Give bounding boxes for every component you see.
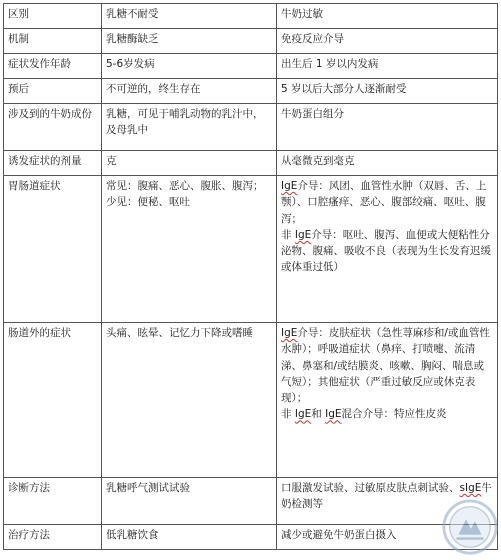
header-cell-difference: 区别 [4, 4, 102, 29]
cell-milk-treatment: 减少或避免牛奶蛋白摄入 [277, 525, 498, 550]
diag-tail: 牛奶检测等 [281, 482, 492, 511]
gi-common-text: 常见：腹痛、恶心、腹胀、腹泻； [106, 180, 264, 192]
table-row [4, 104, 498, 151]
cell-milk-onset-age: 出生后 1 岁以内发病 [277, 54, 498, 79]
cell-lactose-milk-component: 乳糖，可见于哺乳动物的乳汁中，及母乳中 [102, 104, 277, 151]
row-label-treatment: 治疗方法 [4, 525, 102, 550]
row-label-onset-age: 症状发作年龄 [4, 54, 102, 79]
cell-lactose-prognosis: 不可逆的，终生存在 [102, 79, 277, 104]
cell-lactose-onset-age: 5-6岁发病 [102, 54, 277, 79]
table-row [4, 525, 498, 550]
row-label-prognosis: 预后 [4, 79, 102, 104]
sige-term: sIgE [459, 482, 482, 494]
gi-non-ige-paragraph [281, 227, 493, 276]
ige-term: IgE [294, 408, 312, 421]
ige-term: IgE [281, 180, 298, 192]
cell-lactose-trigger-dose: 克 [102, 151, 277, 176]
cell-milk-prognosis: 5 岁以后大部分人逐渐耐受 [277, 79, 498, 104]
table-row [4, 4, 498, 29]
table-row [4, 54, 498, 79]
comparison-table [3, 3, 498, 550]
ige-term: IgE [281, 327, 298, 339]
cell-milk-trigger-dose: 从毫微克到毫克 [277, 151, 498, 176]
cell-milk-milk-component: 牛奶蛋白组分 [277, 104, 498, 151]
row-label-extraintestinal: 肠道外的症状 [4, 323, 102, 478]
table-row [4, 323, 498, 478]
gi-non-ige-text: 介导：呕吐、腹泻、血便或大便粘性分泌物、腹痛、吸收不良（表现为生长发育迟缓或体重过低） [281, 228, 491, 274]
table-row [4, 478, 498, 525]
extra-mixed-text: 混合介导：特应性皮炎 [341, 408, 447, 421]
gi-ige-paragraph [281, 178, 493, 227]
extra-ige-paragraph [281, 325, 493, 406]
row-label-milk-component: 涉及到的牛奶成份 [4, 104, 102, 151]
cell-lactose-diagnosis: 乳糖呼气测试试验 [102, 478, 277, 525]
cell-milk-extraintestinal [277, 323, 498, 478]
gi-rare-text: 少见：便秘、呕吐 [106, 196, 190, 209]
non-prefix: 非 [281, 408, 295, 421]
gi-ige-text: 介导：风团、血管性水肿（双唇、舌、上颚）、口腔瘙痒、恶心、腹部绞痛、呕吐、腹泻； [281, 180, 487, 225]
row-label-diagnosis: 诊断方法 [4, 478, 102, 525]
diag-text: 口服激发试验、过敏原皮肤点刺试验、 [281, 482, 460, 494]
table-row [4, 29, 498, 54]
table-row [4, 79, 498, 104]
extra-ige-text: 介导：皮肤症状（急性荨麻疹和/或血管性水肿）；呼吸道症状（鼻痒、打喷嚏、流清涕、鼻塞和/或结膜炎、咳嗽、胸闷、喘息或气短）；其他症状（严重过敏反应或休克表现）； [281, 327, 490, 405]
and-text: 和 [311, 408, 326, 421]
watermark-logo-icon [441, 498, 499, 556]
header-cell-milk-allergy: 牛奶过敏 [277, 4, 498, 29]
cell-lactose-gi-symptoms [102, 176, 277, 323]
extra-mixed-paragraph [281, 406, 493, 422]
row-label-gi-symptoms: 胃肠道症状 [4, 176, 102, 323]
ige-term: IgE [325, 408, 342, 421]
row-label-mechanism: 机制 [4, 29, 102, 54]
table-row [4, 176, 498, 323]
non-prefix: 非 [281, 228, 295, 241]
cell-lactose-treatment: 低乳糖饮食 [102, 525, 277, 550]
cell-milk-gi-symptoms [277, 176, 498, 323]
table-row [4, 151, 498, 176]
cell-lactose-mechanism: 乳糖酶缺乏 [102, 29, 277, 54]
header-cell-lactose-intolerance: 乳糖不耐受 [102, 4, 277, 29]
row-label-trigger-dose: 诱发症状的剂量 [4, 151, 102, 176]
ige-term: IgE [294, 228, 312, 241]
cell-lactose-extraintestinal: 头痛、眩晕、记忆力下降或嗜睡 [102, 323, 277, 478]
cell-milk-mechanism: 免疫反应介导 [277, 29, 498, 54]
